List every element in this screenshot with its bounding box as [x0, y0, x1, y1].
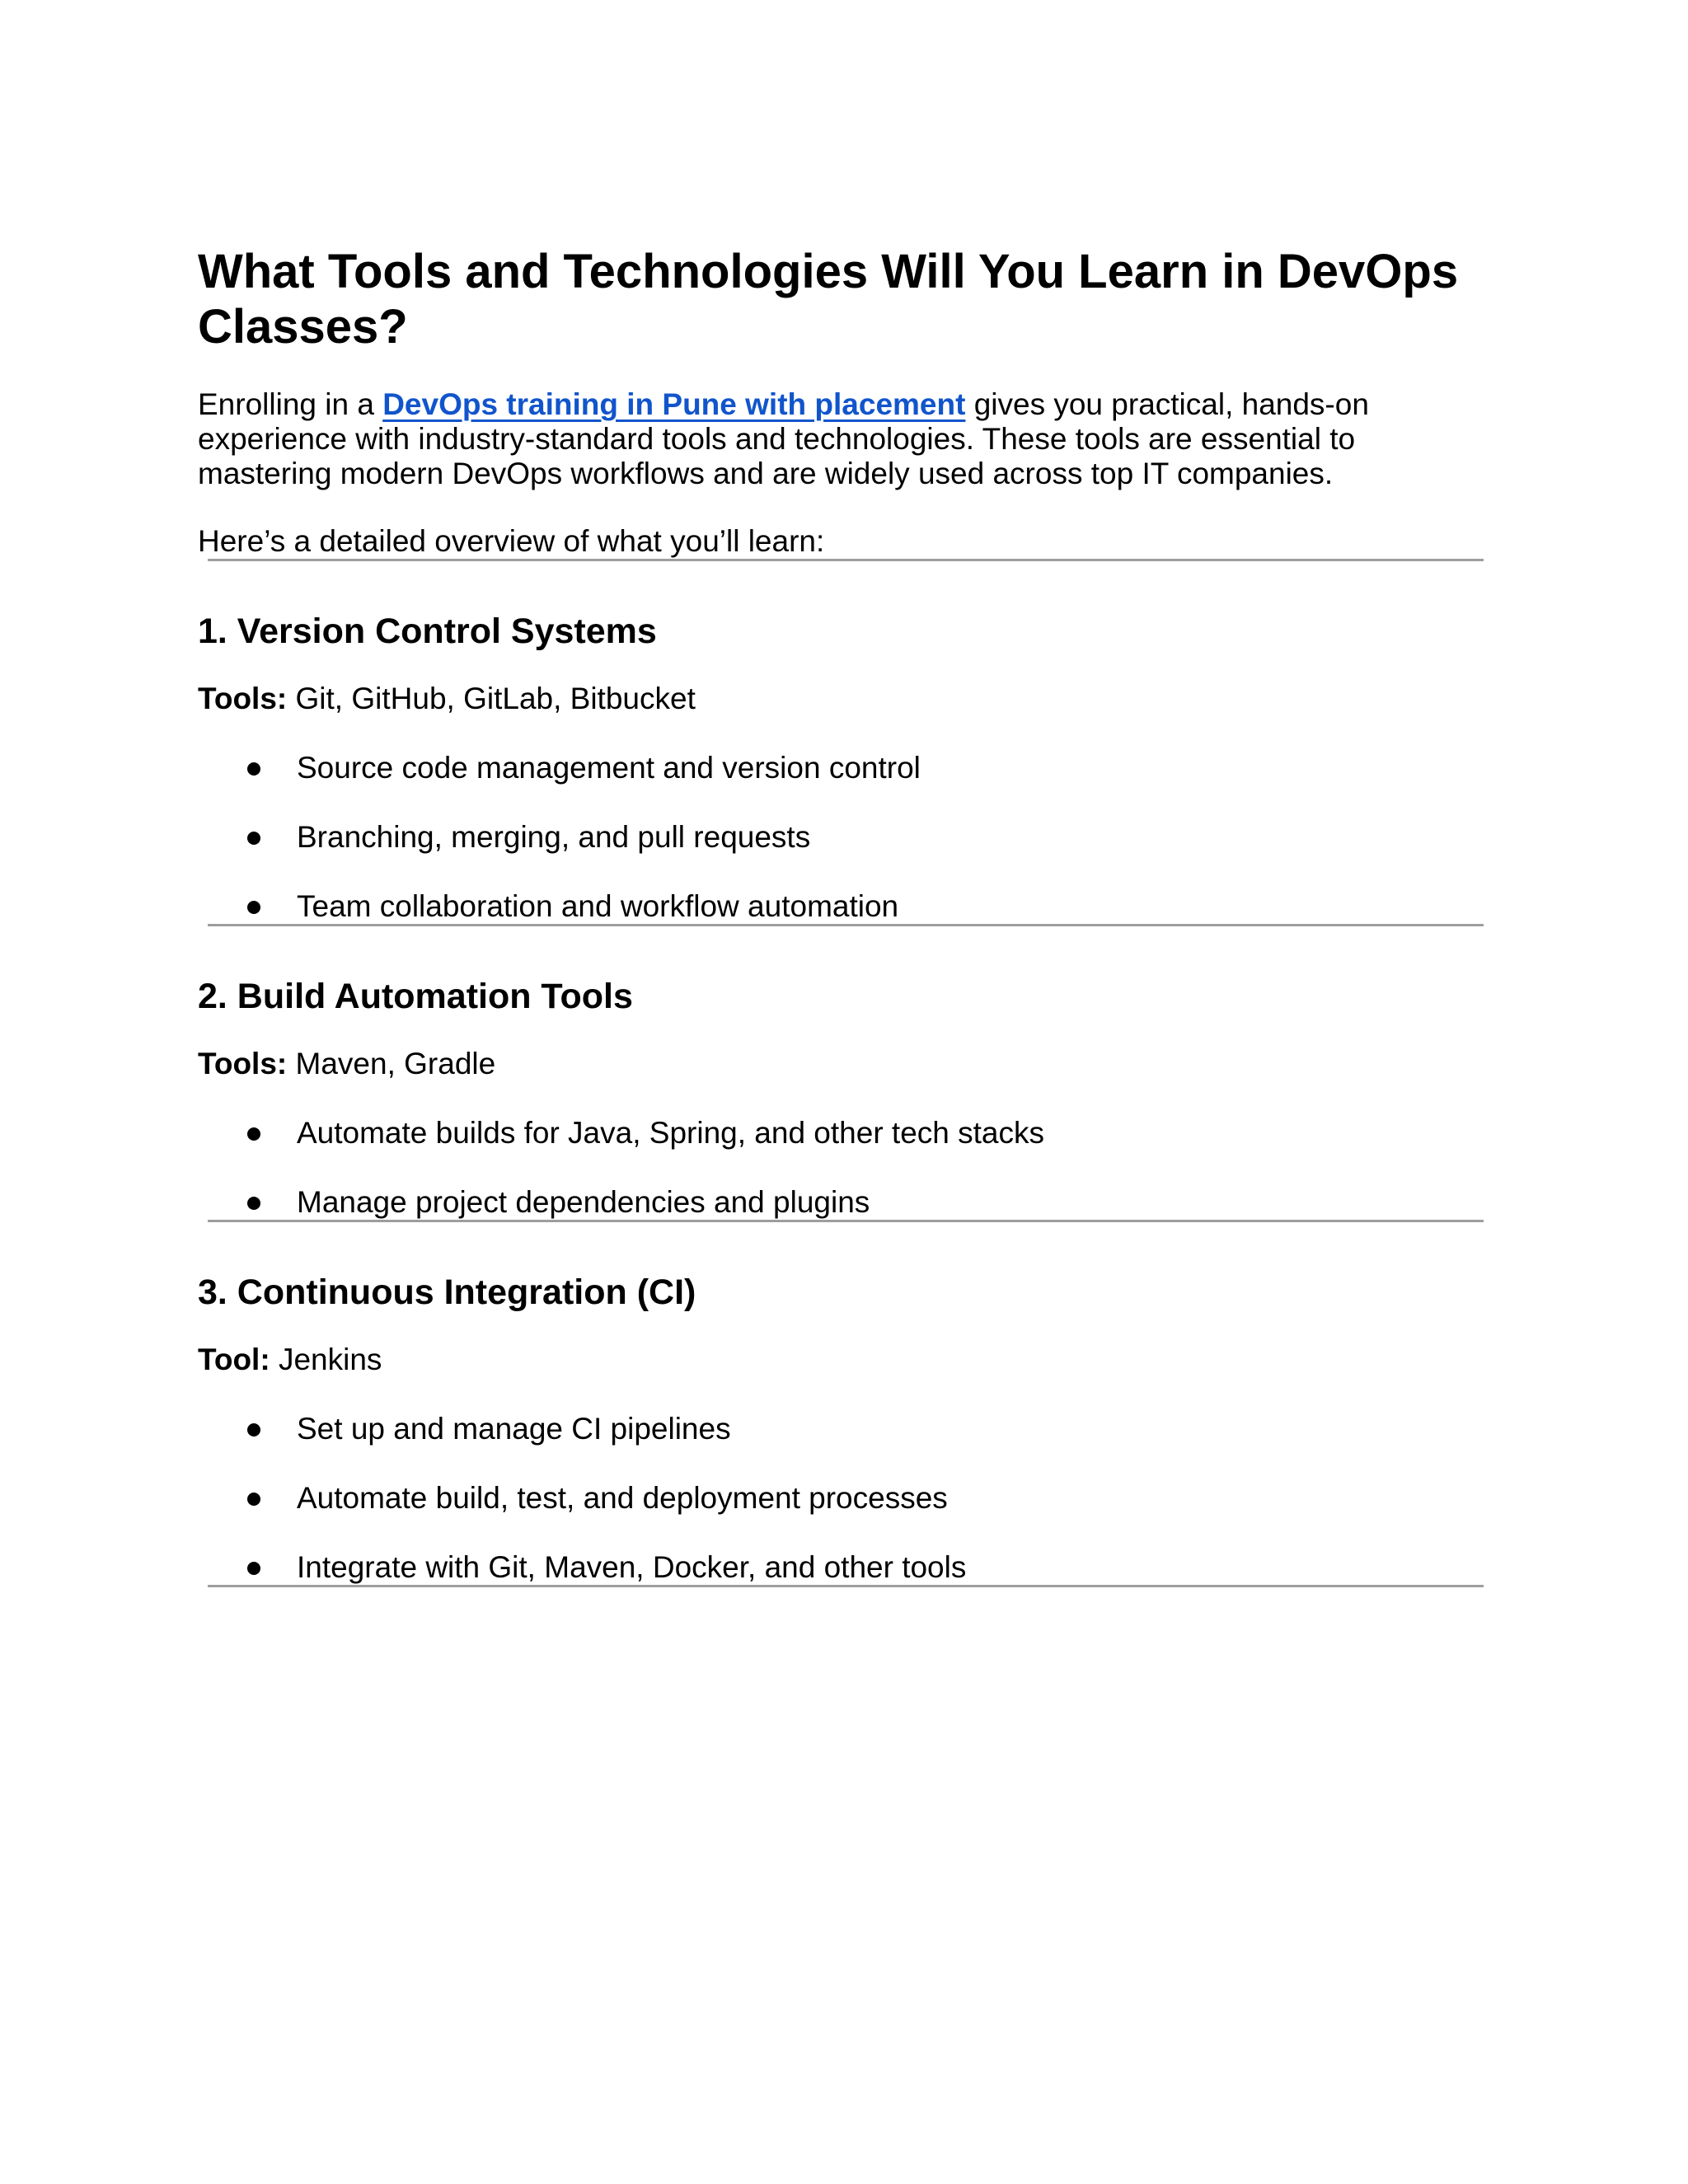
tools-value: Maven, Gradle — [287, 1047, 496, 1080]
intro-paragraph — [198, 387, 1467, 491]
bullet-list-build-automation — [198, 1116, 1484, 1220]
bullet-icon — [247, 1127, 260, 1141]
list-item-text: Automate build, test, and deployment processes — [297, 1481, 948, 1515]
tools-line-build-automation — [198, 1047, 1484, 1081]
list-item — [198, 751, 1484, 785]
page-title: What Tools and Technologies Will You Learn in DevOps Classes? — [198, 245, 1459, 354]
list-item — [198, 1185, 1484, 1220]
section-heading-version-control: 1. Version Control Systems — [198, 612, 657, 651]
list-item — [198, 889, 1484, 924]
list-item — [198, 820, 1484, 855]
tools-label: Tools: — [198, 682, 288, 715]
bullet-icon — [247, 1562, 260, 1575]
list-item — [198, 1550, 1484, 1585]
section-divider — [208, 924, 1484, 926]
overview-paragraph: Here’s a detailed overview of what you’ll learn: — [198, 524, 825, 558]
list-item-text: Set up and manage CI pipelines — [297, 1412, 731, 1446]
tools-line-version-control — [198, 682, 1484, 716]
bullet-icon — [247, 762, 260, 776]
list-item-text: Manage project dependencies and plugins — [297, 1185, 870, 1219]
tools-label: Tool: — [198, 1343, 270, 1376]
document-body — [198, 244, 1484, 1587]
tools-value: Git, GitHub, GitLab, Bitbucket — [287, 682, 696, 715]
intro-text-before-link: Enrolling in a — [198, 387, 383, 421]
section-divider — [208, 1220, 1484, 1222]
bullet-icon — [247, 901, 260, 914]
list-item — [198, 1481, 1484, 1516]
tools-label: Tools: — [198, 1047, 288, 1080]
section-heading-build-automation: 2. Build Automation Tools — [198, 977, 633, 1016]
tools-line-continuous-integration — [198, 1343, 1484, 1377]
list-item-text: Integrate with Git, Maven, Docker, and other tools — [297, 1550, 967, 1584]
intro-text-after-link: gives you practical, hands-on experience with industry-standard tools and technologies. These tools are essential to mastering modern DevOps workflows and are widely used across top IT companies. — [198, 387, 1369, 490]
section-divider — [208, 1585, 1484, 1587]
section-heading-continuous-integration: 3. Continuous Integration (CI) — [198, 1272, 696, 1312]
list-item-text: Automate builds for Java, Spring, and other tech stacks — [297, 1116, 1044, 1150]
bullet-icon — [247, 832, 260, 845]
bullet-icon — [247, 1423, 260, 1436]
bullet-icon — [247, 1493, 260, 1506]
bullet-list-continuous-integration — [198, 1412, 1484, 1585]
list-item — [198, 1116, 1484, 1151]
devops-training-link[interactable]: DevOps training in Pune with placement — [382, 387, 966, 421]
list-item — [198, 1412, 1484, 1446]
list-item-text: Source code management and version control — [297, 751, 921, 785]
bullet-list-version-control — [198, 751, 1484, 924]
tools-value: Jenkins — [270, 1343, 382, 1376]
section-divider — [208, 559, 1484, 561]
list-item-text: Team collaboration and workflow automation — [297, 889, 899, 923]
bullet-icon — [247, 1197, 260, 1210]
list-item-text: Branching, merging, and pull requests — [297, 820, 811, 854]
